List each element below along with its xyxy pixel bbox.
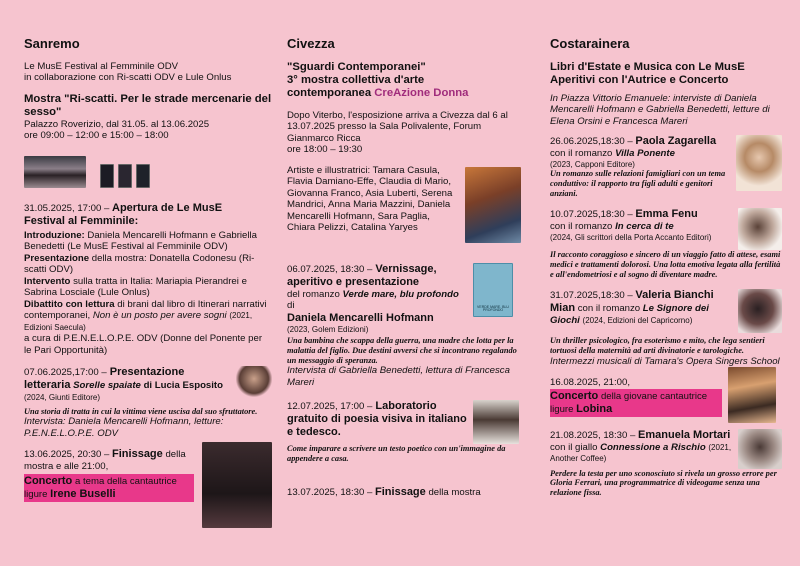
concert-highlight: Concerto della giovane cantautrice ligure Lobina [550, 389, 722, 417]
brand-donna: Donna [433, 86, 469, 99]
music-note: Intermezzi musicali di Tamara's Opera Singers School [550, 355, 780, 367]
exhibition-images [24, 154, 272, 188]
exhibition-place: Palazzo Roverizio, dal 31.05. al 13.06.2025 [24, 118, 210, 130]
event-fenu: 10.07.2025,18:30 – Emma Fenu con il romanzo In cerca di te (2024, Gli scrittori della Porta Accanto Editori) [550, 208, 782, 250]
intro-line: Le MusE Festival al Femminile ODV [24, 60, 179, 72]
event-zagarella: 26.06.2025,18:30 – Paola Zagarella con il romanzo Villa Ponente (2023, Capponi Editore) Un romanzo sulle relazioni famigliari con un tema conduttivo: il rapporto tra figli adulti e genitori anziani. [550, 135, 782, 198]
exhibition-hours: ore 09:00 – 12:00 e 15:00 – 18:00 [24, 130, 169, 142]
photo-strip [100, 164, 150, 188]
artists-list: Artiste e illustratrici: Tamara Casula, Flavia Damiano-Effe, Claudia di Mario, Giovanna Franco, Asia Luberti, Serena Mandrici, Anna Maria Mazzini, Daniela Mencarelli Hofmann, Sara Paglia, Chiara Pelizzi, Catalina Yaryes [287, 164, 453, 234]
exhibition-hours: ore 18:00 – 19:30 [287, 144, 363, 156]
author-photo [236, 366, 272, 398]
column-costarainera [550, 36, 782, 498]
event-bianchi-mian: 31.07.2025,18:30 – Valeria Bianchi Mian con il romanzo Le Signore dei Giochi (2024, Edizioni del Capricorno) [550, 289, 782, 333]
event-finissage: 13.07.2025, 18:30 – Finissage della mostra [287, 485, 481, 498]
event-mortari: 21.08.2025, 18:30 – Emanuela Mortari con il giallo Connessione a Rischio (2021, Another Coffee) [550, 429, 782, 469]
event-finissage: 13.06.2025, 20:30 – Finissage della mostra e alle 21:00, Concerto a tema della cantautrice ligure Irene Buselli [24, 448, 272, 501]
photo-frame [100, 164, 114, 188]
event-opening: 31.05.2025, 17:00 – Apertura de Le MusE Festival al Femminile: Introduzione: Daniela Mencarelli Hofmann e Gabriella Benedetti (Le MusE Festival al Femminile ODV) Presentazione della mostra: Donatella Codonesu (Ri-scatti ODV) Intervento sulla tratta in Italia: Mariapia Pierandrei e Sabrina Losciale (Lule Onlus) Dibattito con lettura di brani dal libro di Itinerari narrativi contemporanei, Non è un posto per avere sogni (2021, Edizioni Saecula) a cura di P.E.N.E.L.O.P.E. ODV (Donne del Ponente per le Pari Opportunità) [24, 201, 267, 356]
workshop-description: Come imparare a scrivere un testo poetico con un'immagine da appendere a casa. [287, 444, 506, 463]
city-heading: Sanremo [24, 36, 80, 51]
column-sanremo [24, 36, 272, 502]
artwork-image [465, 167, 521, 243]
author-photo [738, 429, 782, 469]
book-description: Il racconto coraggioso e sincero di un viaggio fatto di attese, esami medici e trattamenti dolorosi. Una lotta emotiva legata alla fertilità e all'endometriosi e al sogno di diventare madre. [550, 250, 781, 279]
book-description: Una storia di tratta in cui la vittima viene uscisa dal suo sfruttatore. [24, 406, 258, 416]
book-description: Un thriller psicologico, fra esoterismo e mito, che lega sentieri tortuosi della maternità ad arti divinatorie e tarologiche. [550, 336, 765, 355]
exhibition-description: Dopo Viterbo, l'esposizione arriva a Civezza dal 6 al 13.07.2025 presso la Sala Polivalente, Forum Gianmarco Ricca [287, 109, 508, 144]
city-heading: Costarainera [550, 36, 630, 51]
photo-frame [136, 164, 150, 188]
event-credits: Intervista: Daniela Mencarelli Hofmann, letture: P.E.N.E.L.O.P.E. ODV [24, 416, 224, 439]
exhibition-title: "Sguardi Contemporanei" [287, 60, 426, 73]
eyes-photo [24, 156, 86, 188]
series-intro: In Piazza Vittorio Emanuele: interviste di Daniela Mencarelli Hofmann e Gabriella Benedetti, letture di Elena Orsini e Francesca Mareri [550, 92, 770, 127]
workshop-photo [473, 400, 519, 444]
brand-creazione: CreAzione [374, 86, 431, 99]
concert-highlight: Concerto a tema della cantautrice ligure Irene Buselli [24, 474, 194, 502]
photo-frame [118, 164, 132, 188]
series-title: Libri d'Estate e Musica con Le MusE Aperitivi con l'Autrice e Concerto [550, 60, 745, 86]
author-photo [738, 208, 782, 250]
author-photo [736, 135, 782, 191]
artists-block [287, 165, 527, 243]
book-description: Perdere la testa per uno sconosciuto si rivela un grosso errore per Gloria Ferrari, una programmatrice di videogame senza una relazione fissa. [550, 468, 777, 497]
event-vernissage: 06.07.2025, 18:30 – Vernissage, aperitivo e presentazione del romanzo Verde mare, blu profondo di Daniela Mencarelli Hofmann (2023, Golem Edizioni) VERDE MARE, BLU PROFONDO [287, 263, 527, 335]
book-description: Una bambina che scappa della guerra, una madre che lotta per la malattia del figlio. Due destini avversi che si incontrano regalando un messaggio di speranza. [287, 336, 517, 365]
event-book-presentation: 07.06.2025,17:00 – Presentazione letteraria Sorelle spaiate di Lucia Esposito (2024, Giunti Editore) [24, 366, 272, 403]
event-credits: Intervista di Gabriella Benedetti, lettura di Francesca Mareri [287, 365, 510, 388]
column-civezza: Civezza "Sguardi Contemporanei" 3° mostra collettiva d'arte contemporanea CreAzione Donna Dopo Viterbo, l'esposizione arriva a Civezza dal 6 al 13.07.2025 presso la Sala Polivalente, Forum Gianmarco Ricca ore 18:00 – 19:30 Artiste e illustratrici: Tamara Casula, Flavia Damiano-Effe, Claudia di Mario, Giovanna Franco, Asia Luberti, Serena Mandrici, Anna Maria Mazzini, Daniela Mencarelli Hofmann, Sara Paglia, Chiara Pelizzi, Catalina Yaryes 06.07.2025, 18:30 – Vernissage, aperitivo e presentazione del romanzo Verde mare, blu profondo di Daniela Mencarelli Hofmann (2023, Golem Edizioni) VERDE MARE, BLU PROFONDO Una bambina che scappa della guerra, una madre che lotta per la malattia del figlio. Due destini avversi che si incontrano regalando un messaggio di speranza. Intervista di Gabriella Benedetti, lettura di Francesca Mareri 12.07.2025, 17:00 – Laboratorio gratuito di poesia visiva in italiano e tedesco. Come imparare a scrivere un testo poetico con un'immagine da appendere a casa. 13.07.2025, 18:30 – Finissage della mostra [287, 36, 527, 499]
exhibition-title: Mostra "Ri-scatti. Per le strade mercenarie del sesso" [24, 92, 272, 118]
author-photo [738, 289, 782, 333]
city-heading: Civezza [287, 36, 335, 51]
event-workshop: 12.07.2025, 17:00 – Laboratorio gratuito di poesia visiva in italiano e tedesco. [287, 400, 527, 444]
book-cover: VERDE MARE, BLU PROFONDO [473, 263, 513, 317]
singer-photo [202, 442, 272, 528]
intro-line: in collaborazione con Ri-scatti ODV e Lule Onlus [24, 72, 232, 84]
event-lobina-concert: 16.08.2025, 21:00, Concerto della giovane cantautrice ligure Lobina [550, 377, 782, 416]
singer-photo [728, 367, 776, 423]
